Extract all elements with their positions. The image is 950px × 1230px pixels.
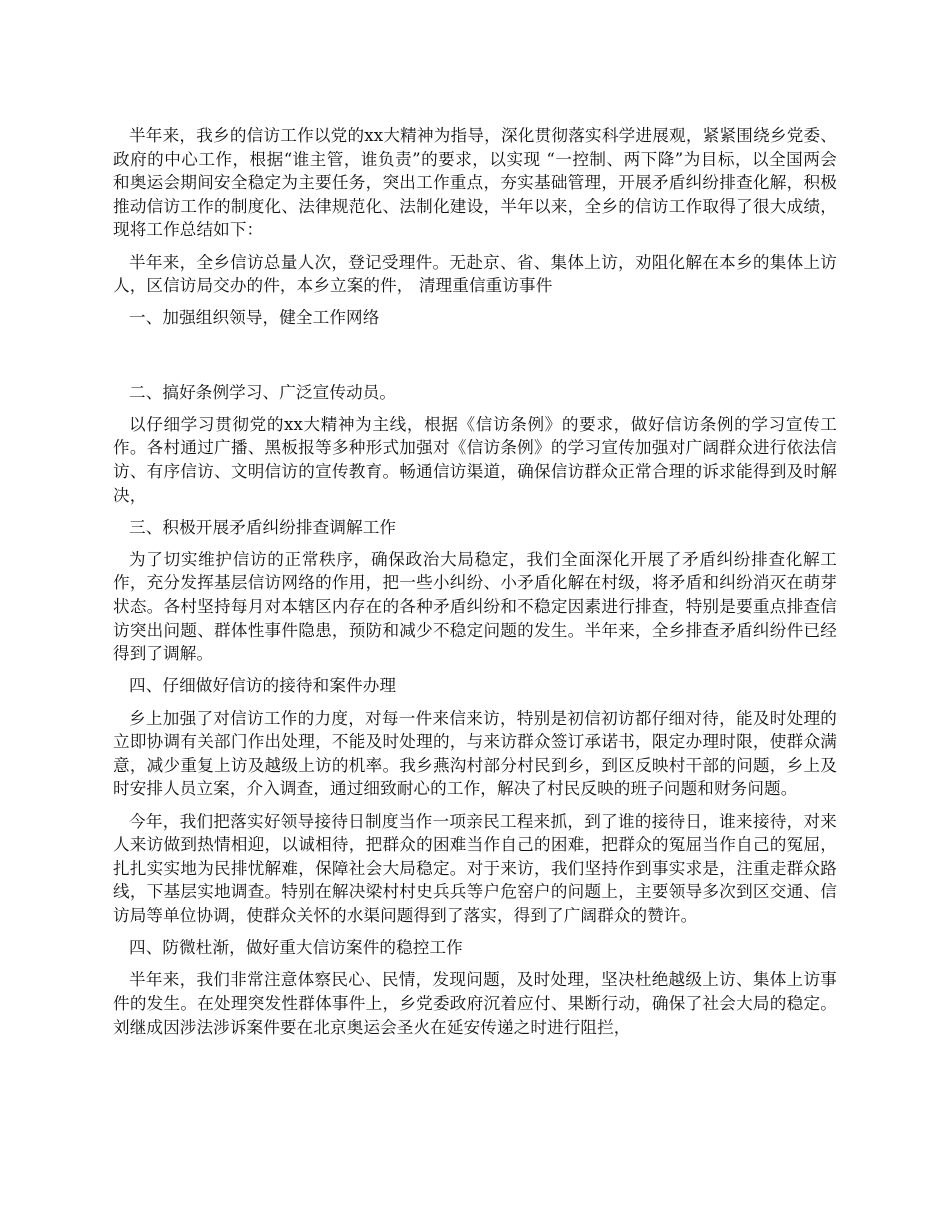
blank-gap bbox=[113, 339, 837, 381]
intro-paragraph: 半年来，我乡的信访工作以党的xx大精神为指导，深化贯彻落实科学进展观，紧紧围绕乡党委、政府的中心工作，根据“谁主管，谁负责”的要求，以实现 “一控制、两下降”为目标，以全国两会和奥运会期间安全稳定为主要任务，突出工作重点，夯实基础管理，开展矛盾纠纷排查化解，积极推动信访工作的制度化、法律规范化、法制化建设，半年以来，全乡的信访工作取得了很大成绩，现将工作总结如下： bbox=[113, 126, 837, 240]
document-body bbox=[113, 124, 837, 1048]
section-4-paragraph-2: 今年，我们把落实好领导接待日制度当作一项亲民工程来抓，到了谁的接待日，谁来接待，对来人来访做到热情相迎，以诚相待，把群众的困难当作自己的困难，把群众的冤屈当作自己的冤屈，扎扎实实地为民排忧解难，保障社会大局稳定。对于来访，我们坚持作到事实求是，注重走群众路线，下基层实地调查。特别在解决梁村村史兵兵等户危窑户的问题上，主要领导多次到区交通、信访局等单位协调，使群众关怀的水渠问题得到了落实，得到了广阔群众的赞许。 bbox=[113, 811, 837, 925]
section-heading-2: 二、搞好条例学习、广泛宣传动员。 bbox=[129, 382, 397, 402]
section-3-paragraph: 为了切实维护信访的正常秩序，确保政治大局稳定，我们全面深化开展了矛盾纠纷排查化解工作，充分发挥基层信访网络的作用，把一些小纠纷、小矛盾化解在村级，将矛盾和纠纷消灭在萌芽状态。各村坚持每月对本辖区内存在的各种矛盾纠纷和不稳定因素进行排查，特别是要重点排查信访突出问题、群体性事件隐患，预防和减少不稳定问题的发生。半年来，全乡排查矛盾纠纷件已经得到了调解。 bbox=[113, 549, 837, 664]
section-2-paragraph: 以仔细学习贯彻党的xx大精神为主线，根据《信访条例》的要求，做好信访条例的学习宣传工作。各村通过广播、黑板报等多种形式加强对《信访条例》的学习宣传加强对广阔群众进行依法信访、有序信访、文明信访的宣传教育。畅通信访渠道，确保信访群众正常合理的诉求能得到及时解决， bbox=[113, 414, 837, 505]
section-heading-4: 四、仔细做好信访的接待和案件办理 bbox=[129, 676, 397, 696]
section-heading-5: 四、防微杜渐，做好重大信访案件的稳控工作 bbox=[129, 938, 463, 958]
section-heading-3: 三、积极开展矛盾纠纷排查调解工作 bbox=[129, 517, 397, 537]
statistics-paragraph: 半年来，全乡信访总量人次，登记受理件。无赴京、省、集体上访，劝阻化解在本乡的集体上访 人，区信访局交办的件，本乡立案的件， 清理重信重访事件 bbox=[113, 252, 837, 296]
section-heading-1: 一、加强组织领导，健全工作网络 bbox=[129, 308, 380, 328]
section-5-paragraph: 半年来，我们非常注意体察民心、民情，发现问题，及时处理，坚决杜绝越级上访、集体上访事件的发生。在处理突发性群体事件上，乡党委政府沉着应付、果断行动，确保了社会大局的稳定。刘继成因涉法涉诉案件要在北京奥运会圣火在延安传递之时进行阻拦， bbox=[113, 970, 837, 1037]
section-4-paragraph-1: 乡上加强了对信访工作的力度，对每一件来信来访，特别是初信初访都仔细对待，能及时处理的立即协调有关部门作出处理，不能及时处理的，与来访群众签订承诺书，限定办理时限，使群众满意，减少重复上访及越级上访的机率。我乡燕沟村部分村民到乡，到区反映村干部的问题，乡上及时安排人员立案，介入调查，通过细致耐心的工作，解决了村民反映的班子问题和财务问题。 bbox=[113, 708, 837, 799]
